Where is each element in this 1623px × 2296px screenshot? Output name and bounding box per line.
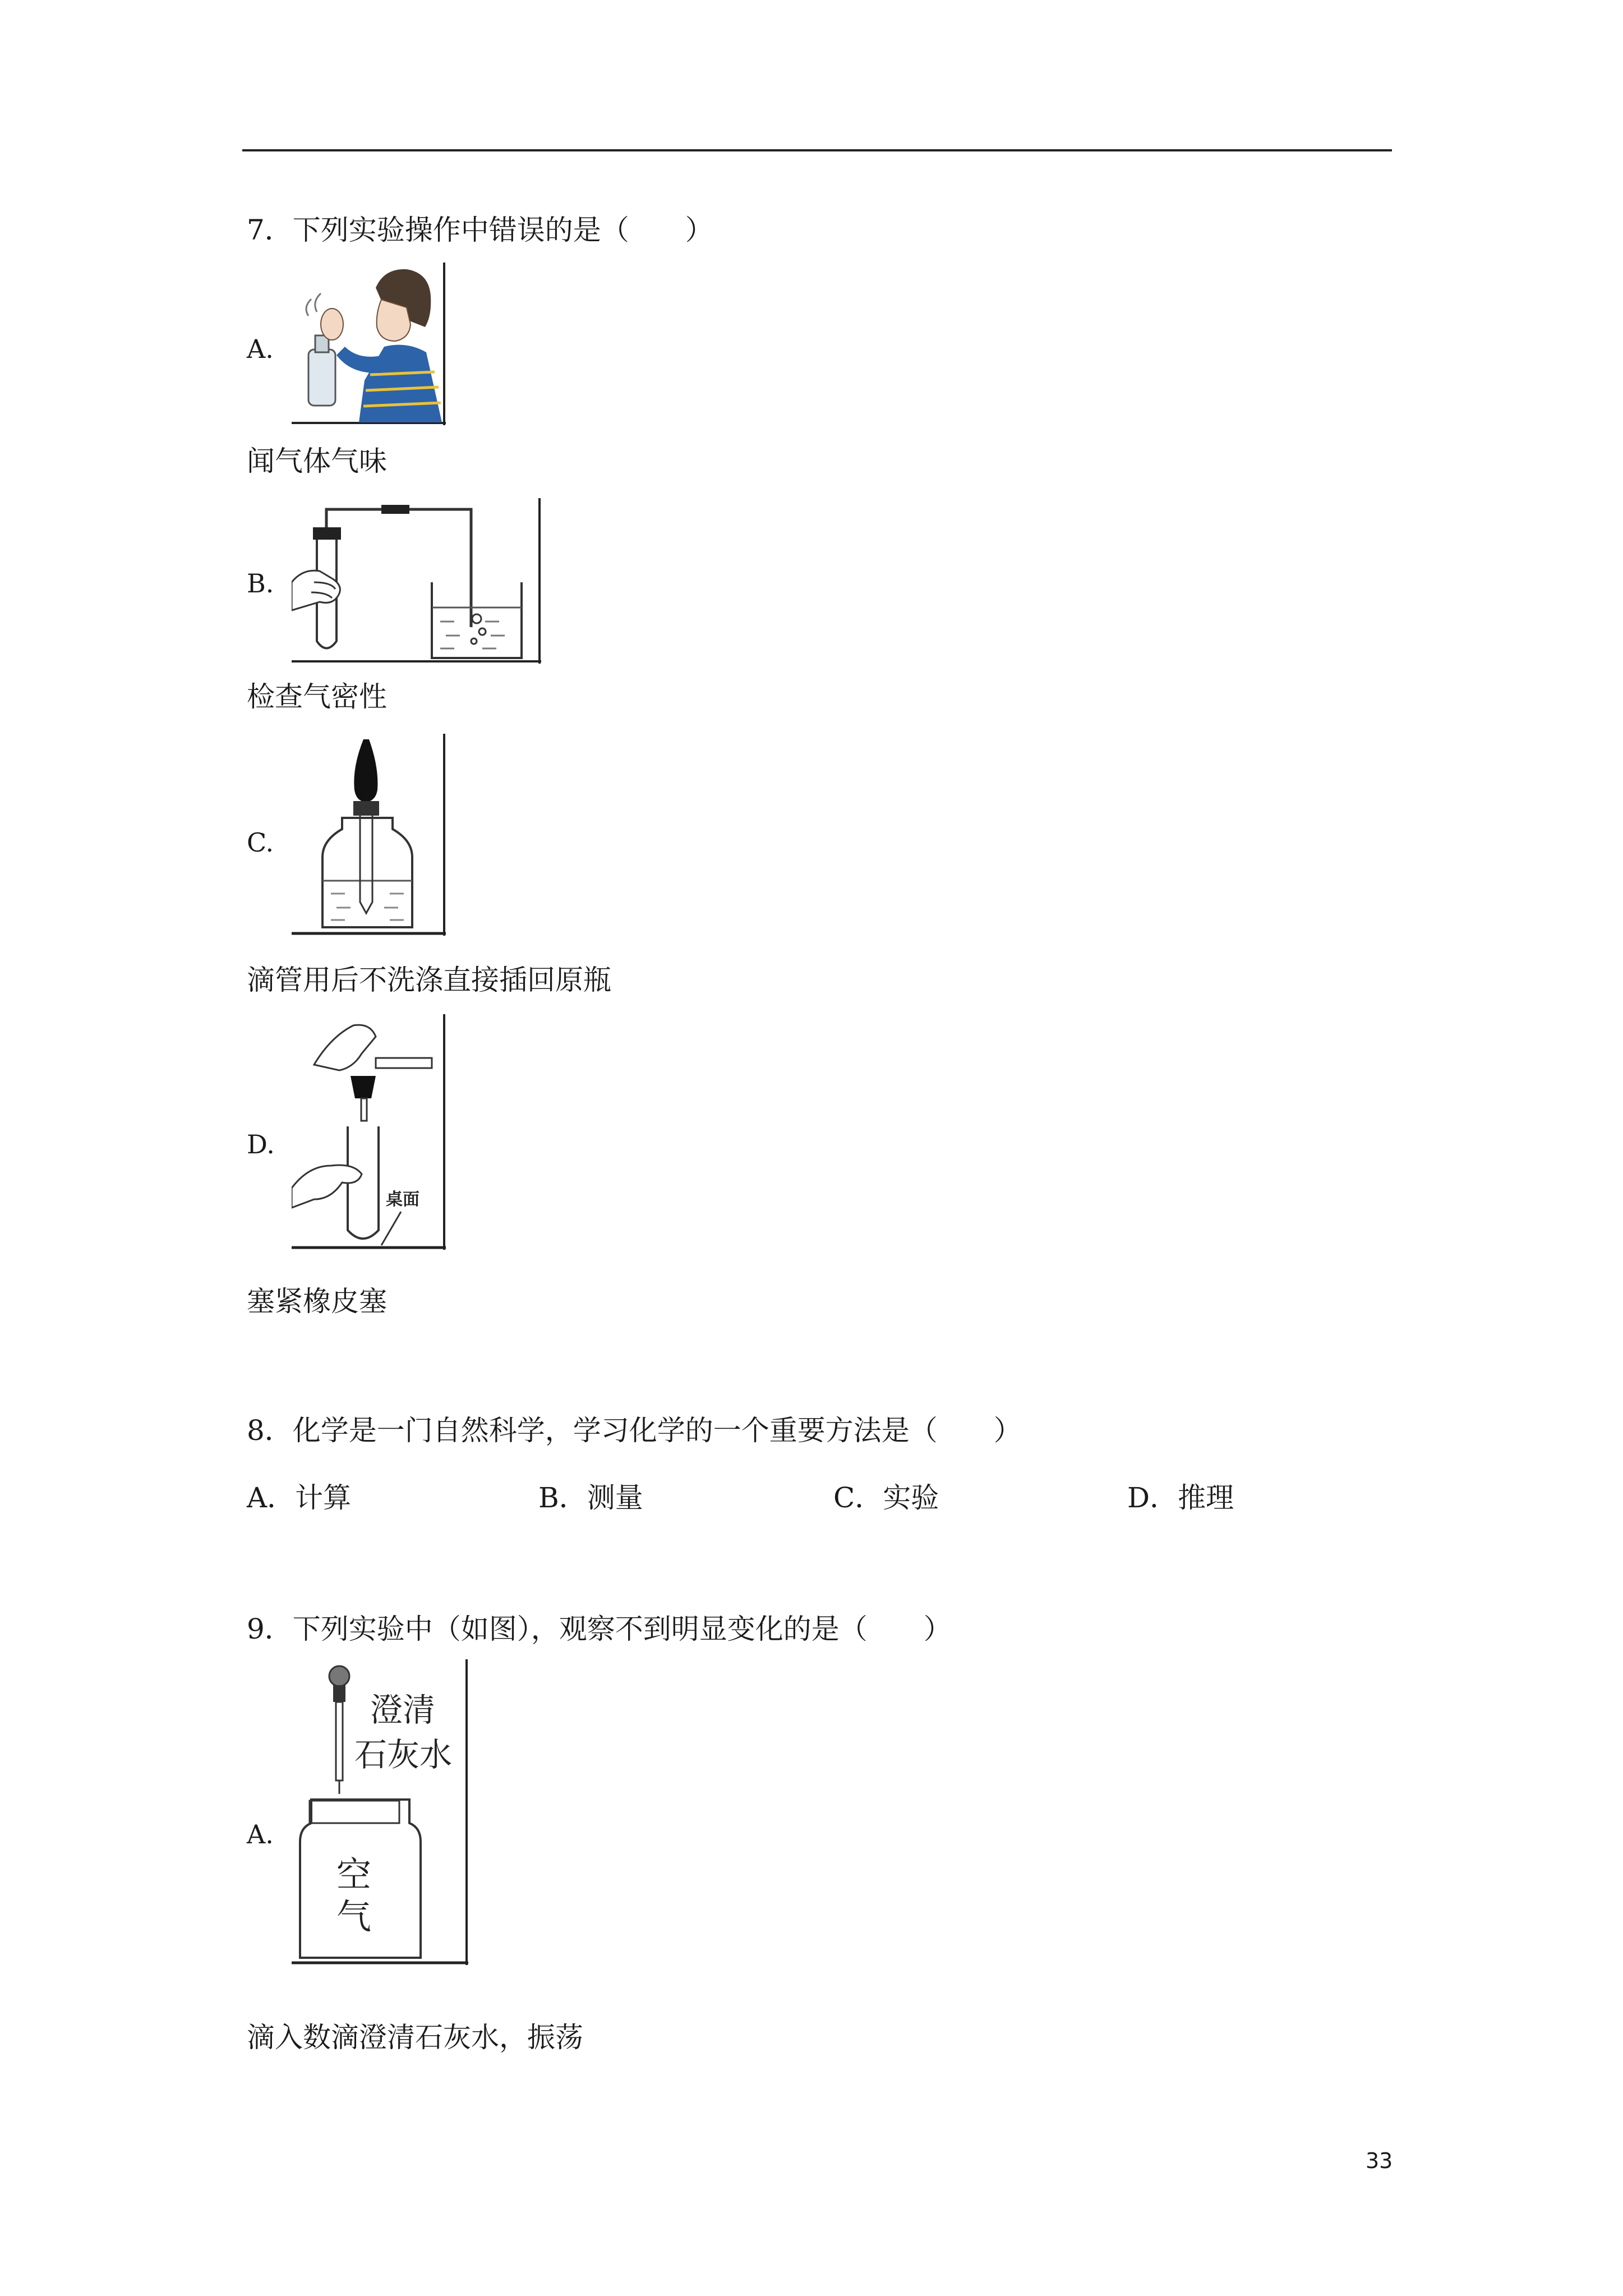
q7-option-b-caption: 检查气密性: [247, 680, 387, 713]
q8-option-b: B．测量: [538, 1481, 643, 1514]
q9-option-a-label: A.: [247, 1819, 274, 1849]
q7-option-d-table-label: 桌面: [386, 1190, 419, 1209]
q9-option-a-figure-dropper-air-jar: [292, 1659, 468, 1965]
q9-figure-label-air-2: 气: [336, 1896, 372, 1937]
header-rule: [242, 149, 1392, 151]
q7-option-a-label: A.: [247, 334, 274, 364]
q7-option-c-label: C.: [247, 827, 274, 858]
q7-option-b-label: B.: [247, 568, 274, 599]
q8-option-d: D．推理: [1127, 1481, 1234, 1514]
q7-option-d-label: D.: [247, 1129, 275, 1159]
q7-option-a-figure-smelling-gas: [292, 263, 446, 425]
q9-figure-label-clear: 澄清: [370, 1691, 436, 1729]
q8-option-a: A．计算: [247, 1481, 352, 1514]
q7-option-c-figure-dropper-bottle: [292, 734, 446, 936]
question-9-stem: 9．下列实验中（如图），观察不到明显变化的是（ ）: [247, 1613, 952, 1645]
question-7-stem: 7．下列实验操作中错误的是（ ）: [247, 214, 713, 246]
q9-figure-label-air-1: 空: [336, 1854, 372, 1895]
q9-figure-label-limewater: 石灰水: [354, 1736, 453, 1774]
page-number: 33: [1366, 2148, 1393, 2173]
question-8-stem: 8．化学是一门自然科学，学习化学的一个重要方法是（ ）: [247, 1414, 1022, 1447]
q7-option-c-caption: 滴管用后不洗涤直接插回原瓶: [247, 964, 611, 996]
q7-option-a-caption: 闻气体气味: [247, 445, 387, 477]
q7-option-d-figure-inserting-stopper: [292, 1014, 446, 1250]
q8-option-c: C．实验: [833, 1481, 939, 1514]
q9-option-a-caption: 滴入数滴澄清石灰水，振荡: [247, 2021, 583, 2054]
q7-option-d-caption: 塞紧橡皮塞: [247, 1285, 387, 1318]
q7-option-b-figure-airtightness-check: [292, 498, 541, 664]
